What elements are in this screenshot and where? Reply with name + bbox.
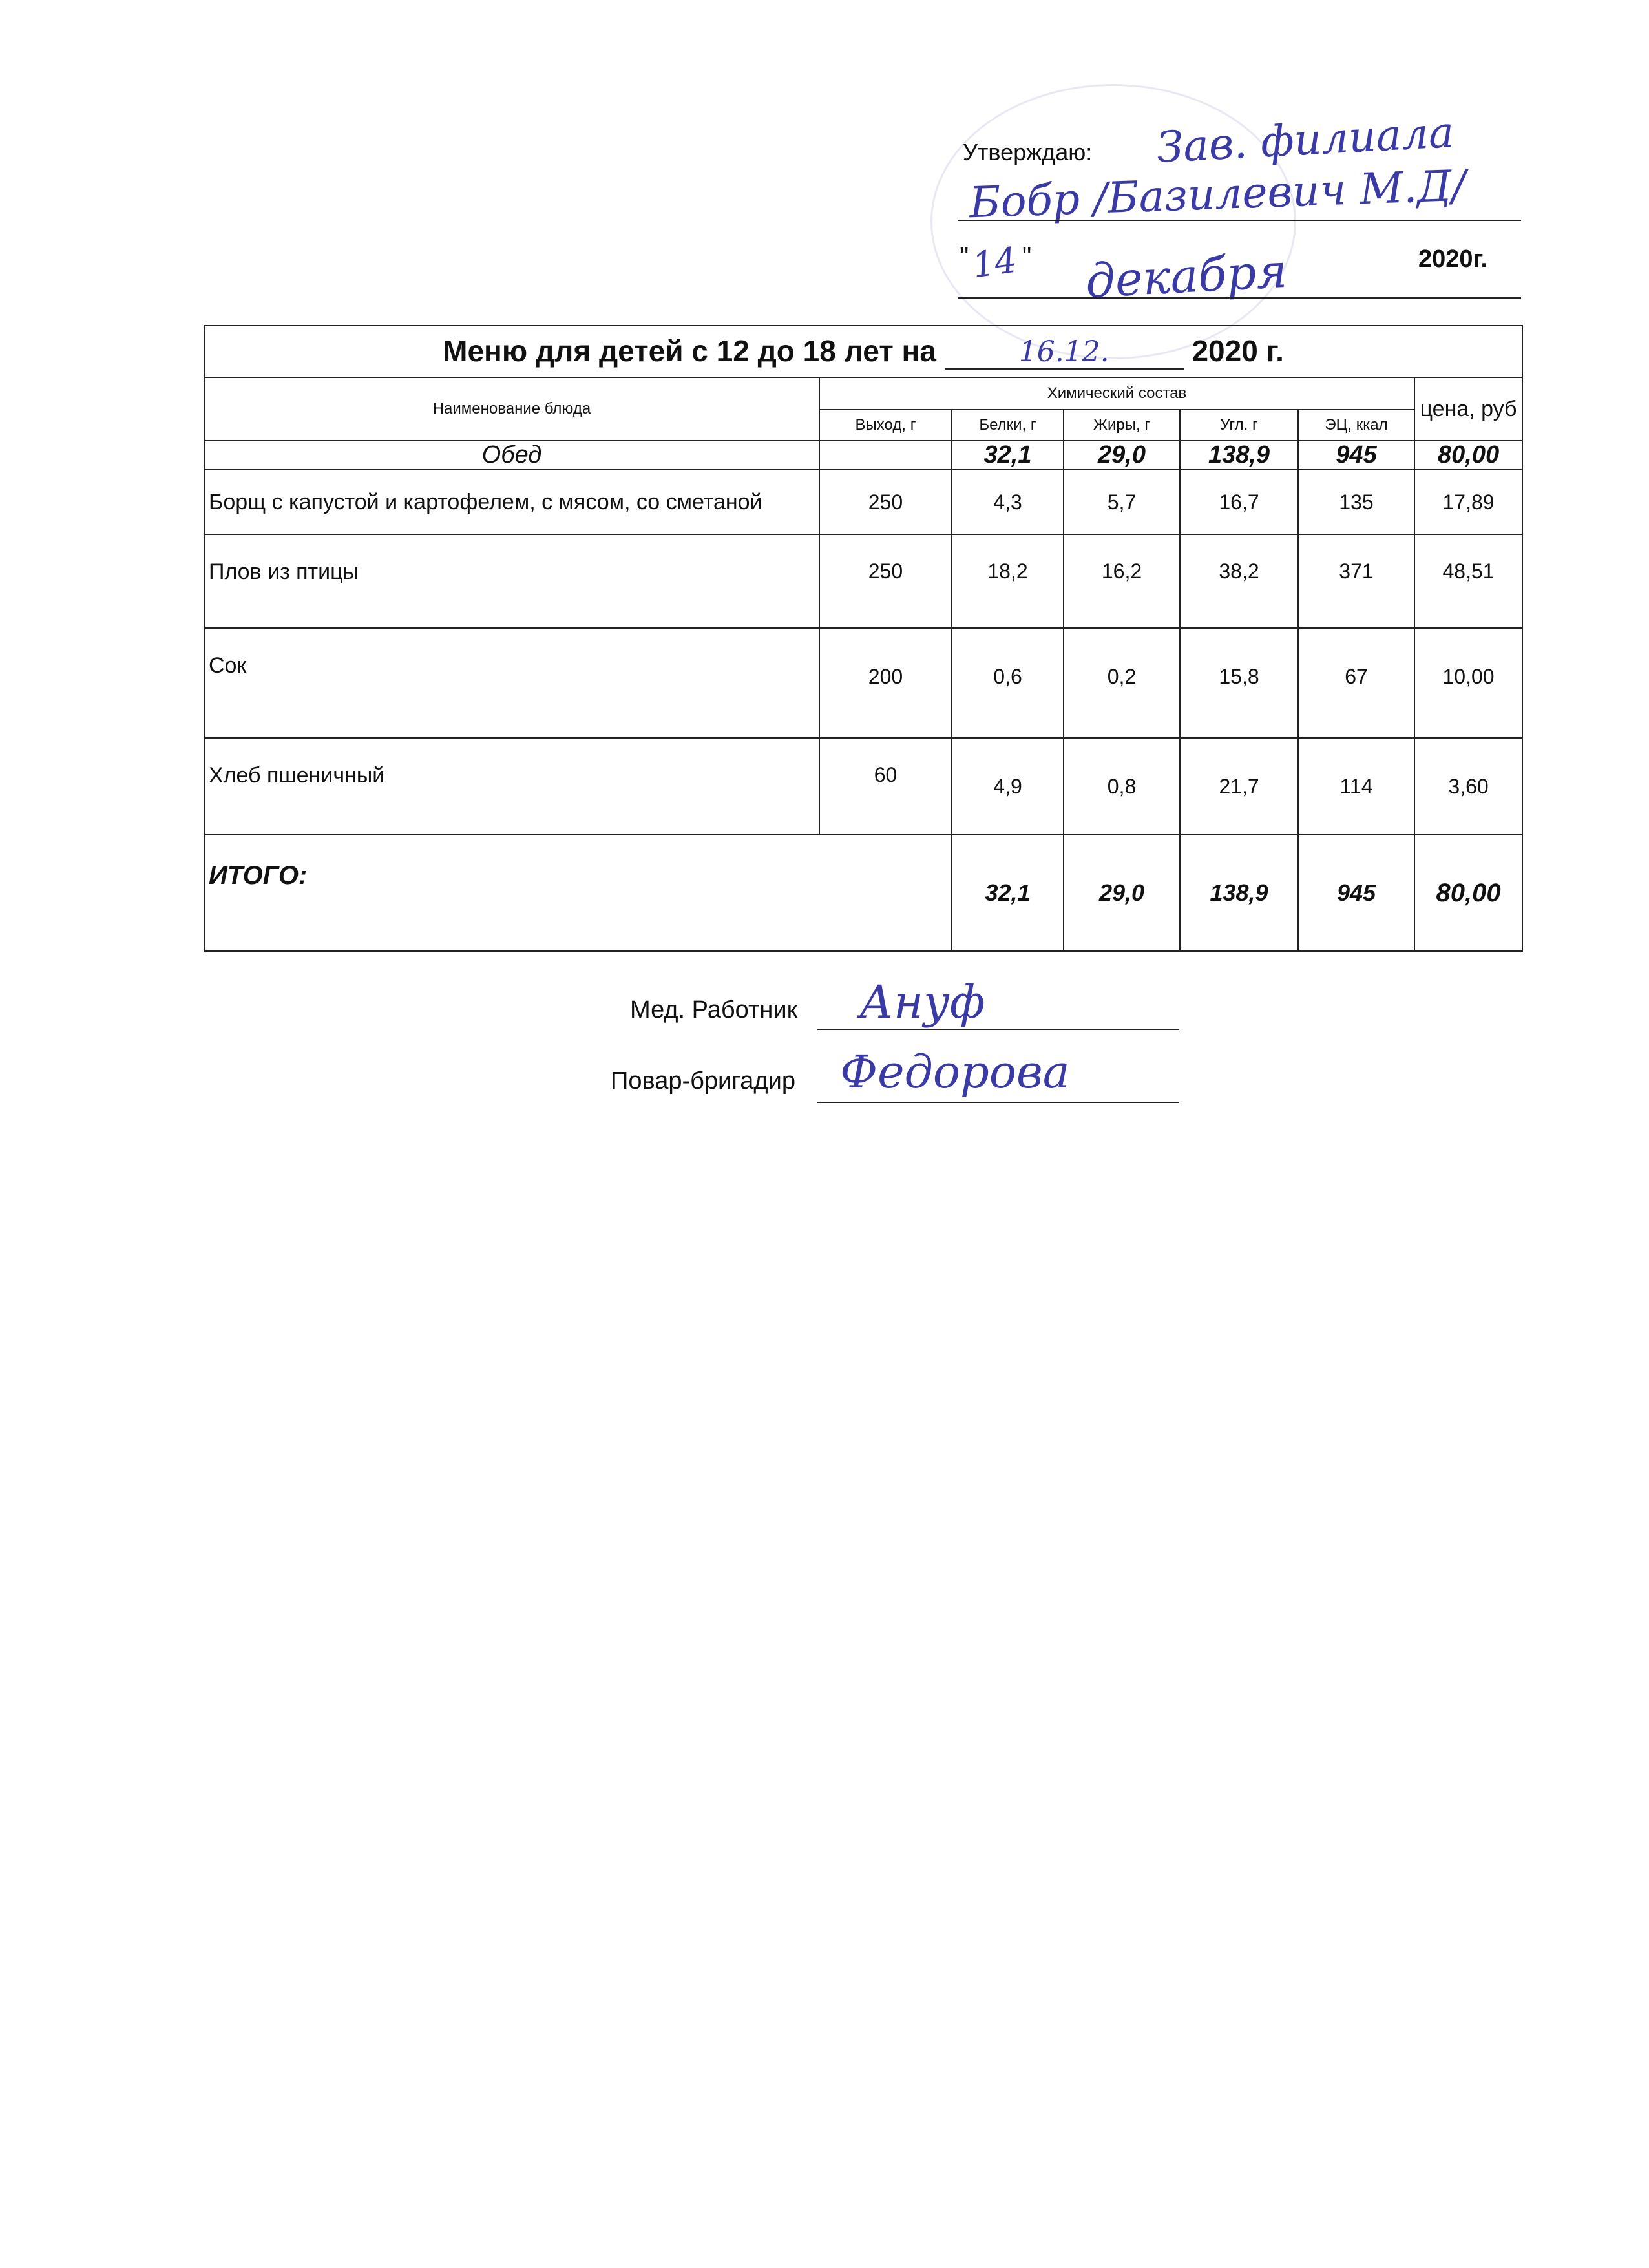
total-price: 80,00 <box>1414 835 1522 951</box>
header-price: цена, руб <box>1414 377 1522 441</box>
approval-signature: Бобр /Базилевич М.Д/ <box>968 160 1467 228</box>
total-energy: 945 <box>1298 835 1414 951</box>
dish-yield: 250 <box>819 470 952 534</box>
meal-name: Обед <box>204 441 819 470</box>
meal-price: 80,00 <box>1414 441 1522 470</box>
approval-signature-line <box>958 220 1521 221</box>
dish-carbs: 21,7 <box>1180 738 1298 835</box>
total-label: ИТОГО: <box>204 835 952 951</box>
approval-month: декабря <box>1084 243 1288 309</box>
dish-energy: 371 <box>1298 534 1414 628</box>
table-row <box>204 534 1522 628</box>
header-dish-name: Наименование блюда <box>204 377 819 441</box>
meal-carbs: 138,9 <box>1180 441 1298 470</box>
header-fat: Жиры, г <box>1064 410 1180 441</box>
meal-energy: 945 <box>1298 441 1414 470</box>
menu-date: 16.12. <box>945 335 1184 370</box>
meal-row <box>204 441 1522 470</box>
dish-yield: 60 <box>819 738 952 835</box>
approval-day: 14 <box>969 239 1020 286</box>
menu-table <box>204 325 1523 952</box>
head-cook-label: Повар-бригадир <box>611 1067 795 1095</box>
dish-fat: 5,7 <box>1064 470 1180 534</box>
total-fat: 29,0 <box>1064 835 1180 951</box>
table-row <box>204 470 1522 534</box>
quote-close: " <box>1022 242 1032 271</box>
approval-label: Утверждаю: <box>963 139 1093 165</box>
menu-title-suffix: 2020 г. <box>1192 334 1284 368</box>
dish-protein: 0,6 <box>952 628 1064 738</box>
meal-fat: 29,0 <box>1064 441 1180 470</box>
dish-energy: 114 <box>1298 738 1414 835</box>
head-cook-signature: Федорова <box>840 1045 1070 1098</box>
header-yield: Выход, г <box>819 410 952 441</box>
dish-fat: 16,2 <box>1064 534 1180 628</box>
quote-open: " <box>960 242 969 271</box>
header-carbs: Угл. г <box>1180 410 1298 441</box>
dish-protein: 4,3 <box>952 470 1064 534</box>
dish-carbs: 15,8 <box>1180 628 1298 738</box>
dish-price: 3,60 <box>1414 738 1522 835</box>
dish-name: Борщ с капустой и картофелем, с мясом, со сметаной <box>204 470 819 534</box>
med-worker-label: Мед. Работник <box>630 996 798 1024</box>
dish-yield: 250 <box>819 534 952 628</box>
dish-name: Плов из птицы <box>204 534 819 628</box>
approval-year: 2020г. <box>1418 246 1488 273</box>
table-row <box>204 738 1522 835</box>
menu-title-prefix: Меню для детей с 12 до 18 лет на <box>443 334 936 368</box>
head-cook-signature-line <box>817 1102 1179 1103</box>
dish-energy: 135 <box>1298 470 1414 534</box>
table-row <box>204 628 1522 738</box>
dish-carbs: 38,2 <box>1180 534 1298 628</box>
dish-name: Хлеб пшеничный <box>204 738 819 835</box>
med-worker-signature: Ануф <box>859 976 985 1029</box>
header-chem-composition: Химический состав <box>819 377 1414 410</box>
dish-fat: 0,2 <box>1064 628 1180 738</box>
approval-date-line <box>958 297 1521 299</box>
header-protein: Белки, г <box>952 410 1064 441</box>
header-energy: ЭЦ, ккал <box>1298 410 1414 441</box>
dish-fat: 0,8 <box>1064 738 1180 835</box>
total-protein: 32,1 <box>952 835 1064 951</box>
dish-protein: 4,9 <box>952 738 1064 835</box>
total-row <box>204 835 1522 951</box>
menu-title <box>204 326 1522 377</box>
med-worker-signature-line <box>817 1029 1179 1030</box>
meal-yield <box>819 441 952 470</box>
total-carbs: 138,9 <box>1180 835 1298 951</box>
dish-carbs: 16,7 <box>1180 470 1298 534</box>
dish-price: 48,51 <box>1414 534 1522 628</box>
dish-energy: 67 <box>1298 628 1414 738</box>
meal-protein: 32,1 <box>952 441 1064 470</box>
dish-price: 17,89 <box>1414 470 1522 534</box>
dish-name: Сок <box>204 628 819 738</box>
dish-protein: 18,2 <box>952 534 1064 628</box>
dish-yield: 200 <box>819 628 952 738</box>
dish-price: 10,00 <box>1414 628 1522 738</box>
approval-role-handwritten: Зав. филиала <box>1155 107 1455 173</box>
